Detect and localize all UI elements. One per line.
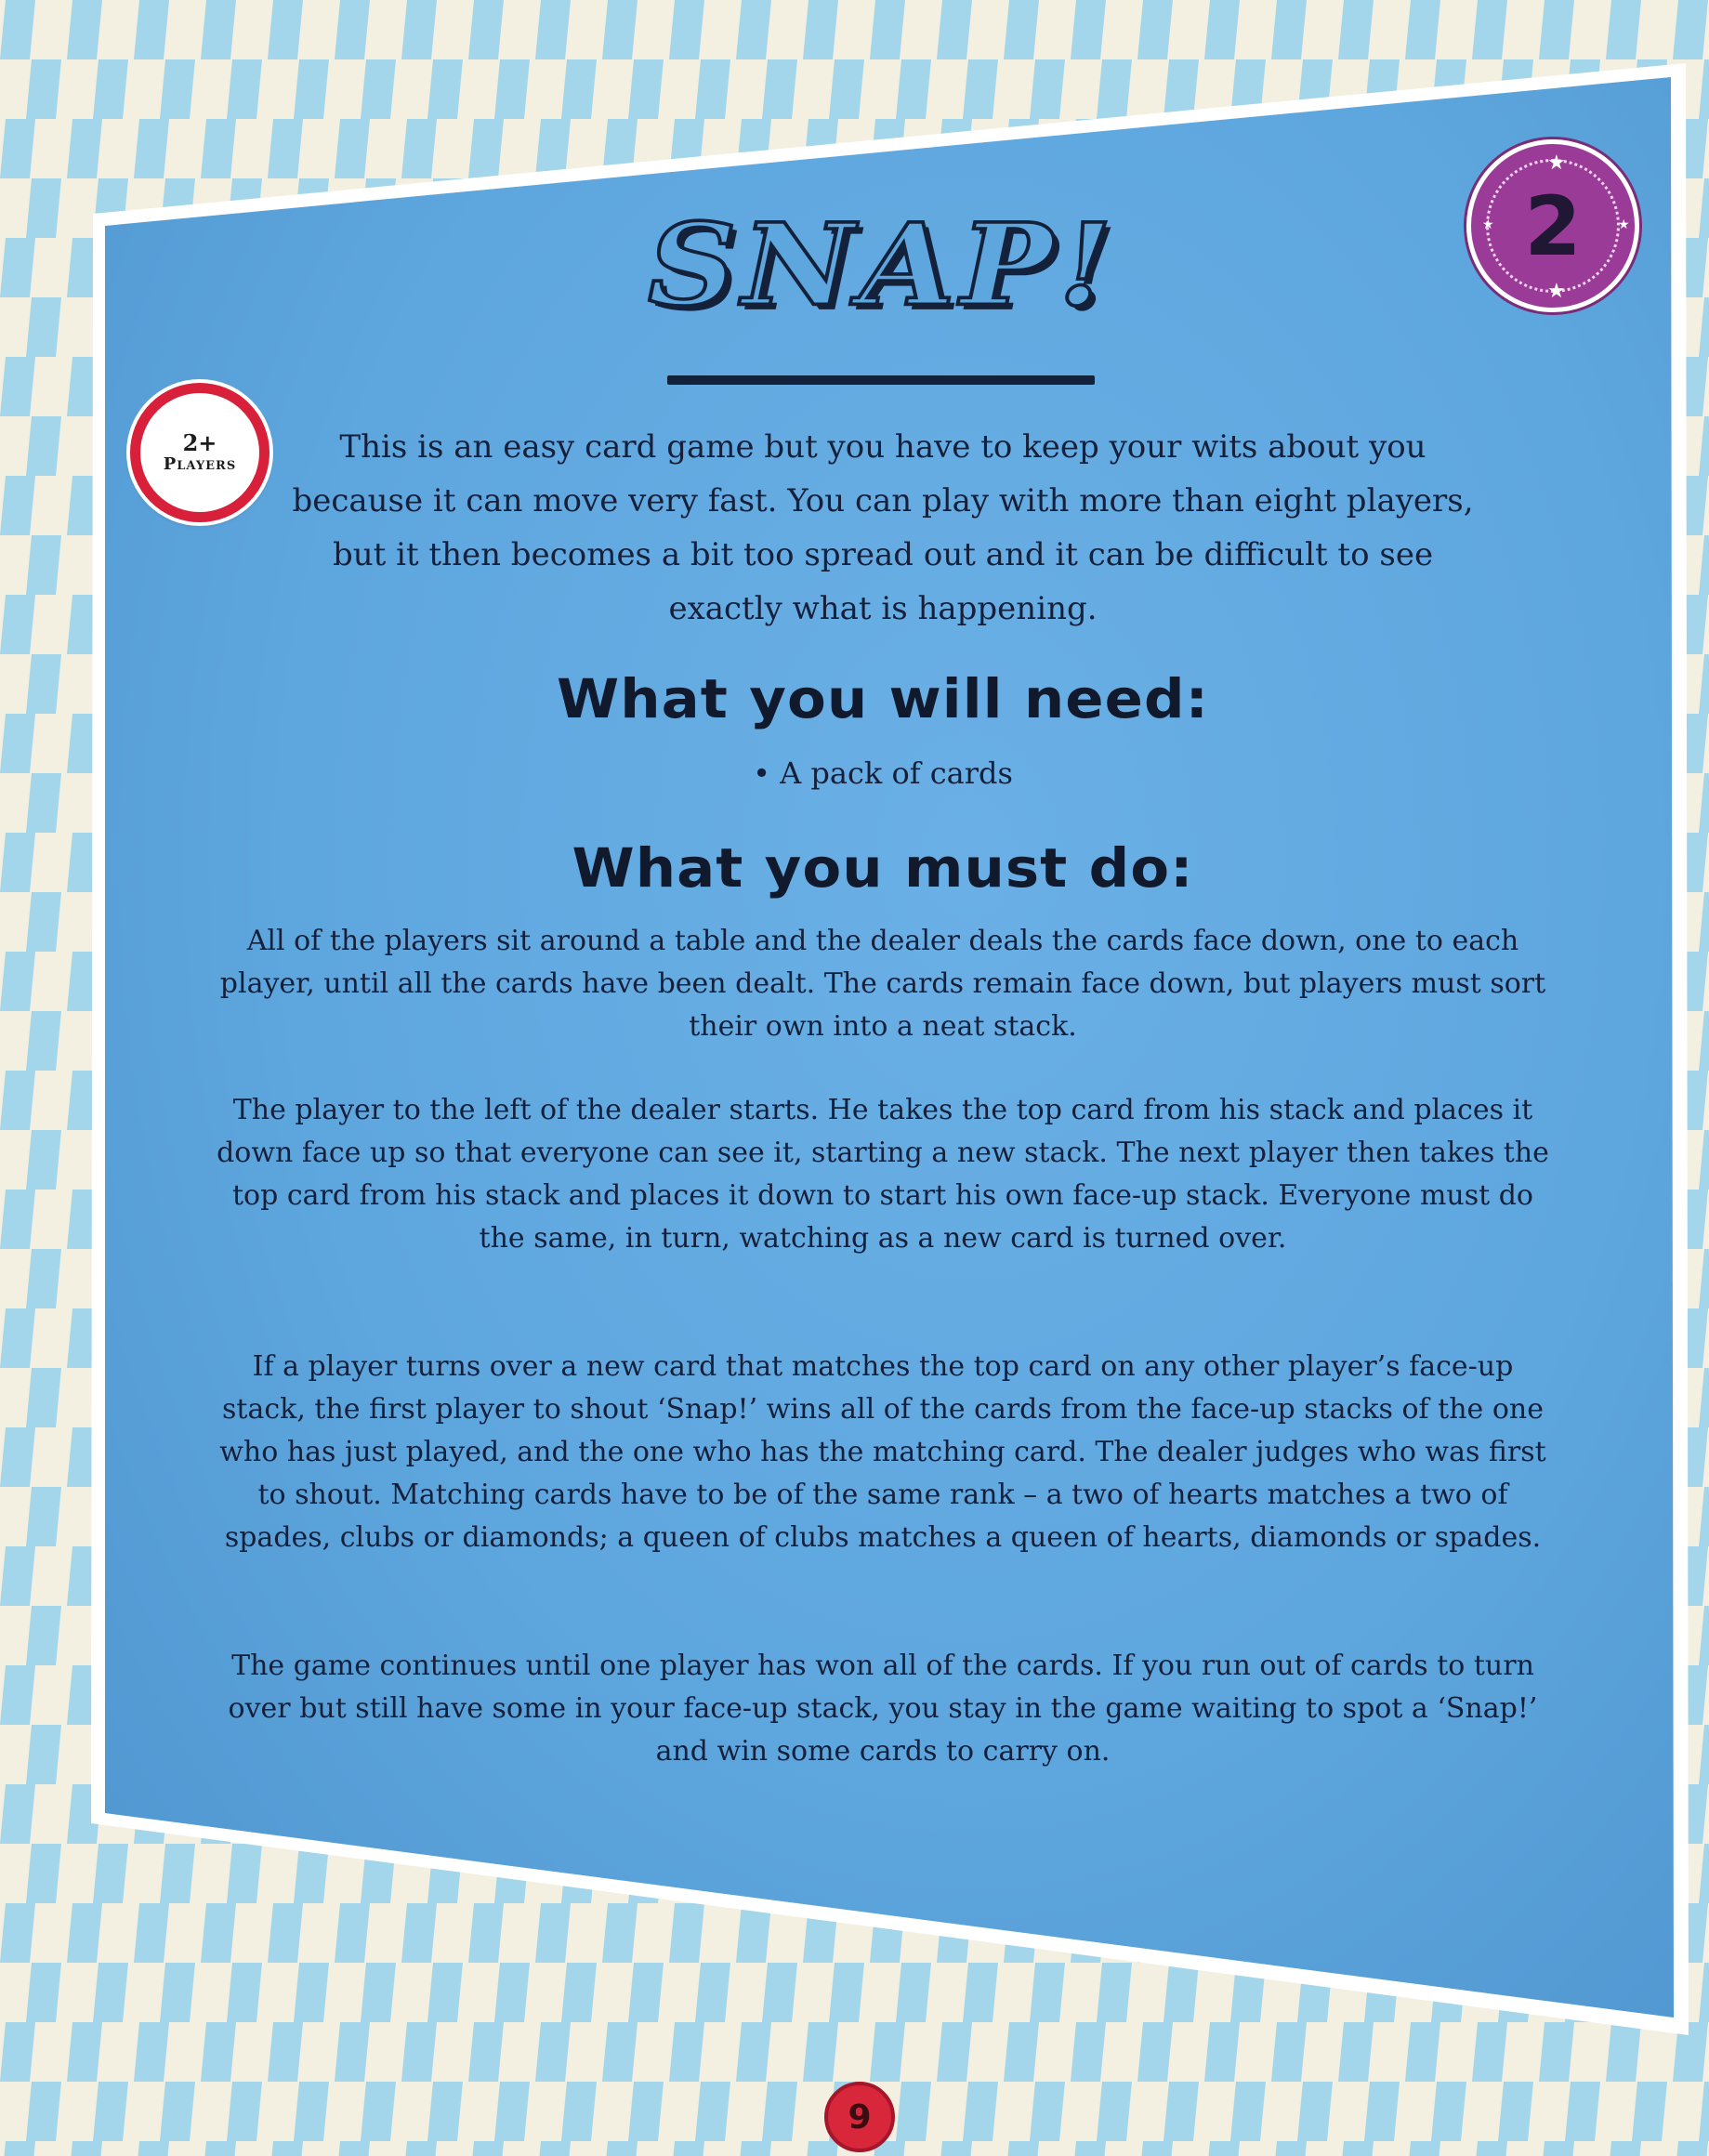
round-number: 2 <box>1524 177 1582 274</box>
instruction-paragraph: All of the players sit around a table and the dealer deals the cards face down, one to each player, until all the cards have been dealt. The cards remain face down, but players must sort their own into a neat stack. <box>219 925 1546 1043</box>
players-badge <box>130 383 269 522</box>
star-icon: ★ <box>1618 217 1630 232</box>
intro-paragraph: This is an easy card game but you have to keep your wits about you because it can move very fast. You can play with more than eight players, but it then becomes a bit too spread out and it can be difficult to see exactly what is happening. <box>292 428 1474 627</box>
list-item: • A pack of cards <box>753 756 1013 791</box>
star-icon: ★ <box>1482 217 1494 232</box>
title-underline <box>667 375 1095 385</box>
page-number-badge <box>824 2082 895 2152</box>
players-label: Players <box>163 454 237 475</box>
need-list <box>604 753 1162 794</box>
need-heading: What you will need: <box>557 667 1209 730</box>
star-icon: ★ <box>1547 280 1566 303</box>
round-number-badge <box>1466 139 1639 312</box>
list-item-text: A pack of cards <box>780 756 1013 791</box>
instruction-paragraph: If a player turns over a new card that matches the top card on any other player’s face-up stack, the first player to shout ‘Snap!’ wins all of the cards from the face-up stacks of the one who has just played, and the one who has the matching card. The dealer judges who was first to shout. Matching cards have to be of the same rank – a two of hearts matches a two of spades, clubs or diamonds; a queen of clubs matches a queen of hearts, diamonds or spades. <box>219 1350 1546 1554</box>
page-title: SNAP! <box>648 199 1118 332</box>
players-count: 2+ <box>182 428 217 456</box>
must-heading: What you must do: <box>572 836 1194 900</box>
instruction-paragraph: The player to the left of the dealer starts. He takes the top card from his stack and places it down face up so that everyone can see it, starting a new stack. The next player then takes the top card from his stack and places it down to start his own face-up stack. Everyone must do the same, in turn, watching as a new card is turned over. <box>217 1094 1549 1255</box>
instruction-paragraph: The game continues until one player has won all of the cards. If you run out of cards to turn over but still have some in your face-up stack, you stay in the game waiting to spot a ‘Snap!’ and win some cards to carry on. <box>228 1650 1538 1768</box>
star-icon: ★ <box>1547 151 1566 175</box>
page-number: 9 <box>848 2097 872 2136</box>
